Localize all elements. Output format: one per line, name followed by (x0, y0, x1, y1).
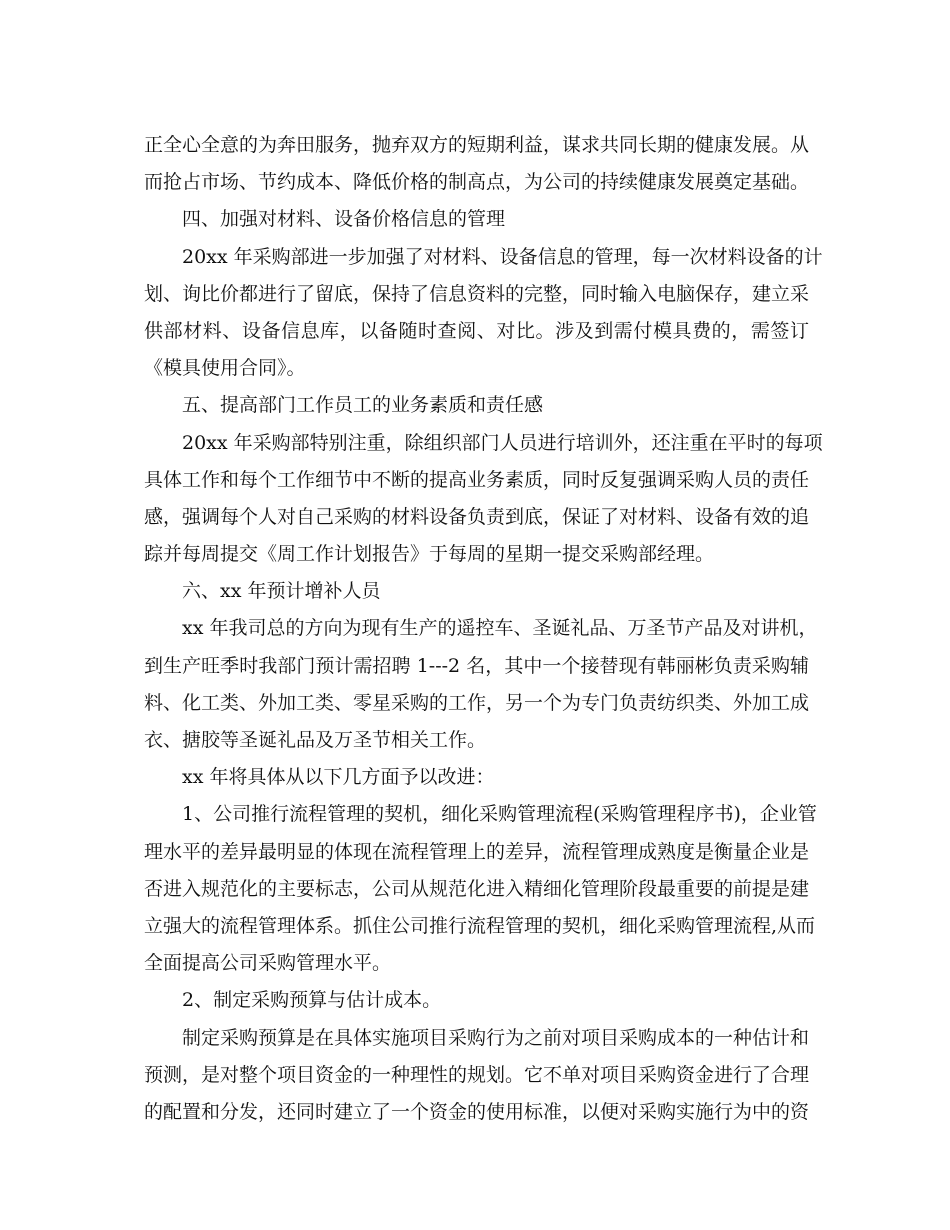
text-line: xx 年我司总的方向为现有生产的遥控车、圣诞礼品、万圣节产品及对讲机， (182, 617, 818, 640)
paragraph-item-1 (144, 796, 817, 982)
text-line: 预测，是对整个项目资金的一种理性的规划。它不单对项目采购资金进行了合理 (144, 1063, 810, 1086)
text-line: 否进入规范化的主要标志，公司从规范化进入精细化管理阶段最重要的前提是建 (144, 877, 810, 900)
section-heading-4 (144, 201, 809, 238)
text-line: 《模具使用合同》。 (144, 357, 306, 380)
paragraph-staff-quality (144, 425, 823, 574)
text-line: 而抢占市场、节约成本、降低价格的制高点，为公司的持续健康发展奠定基础。 (144, 171, 810, 194)
document-body (144, 127, 823, 1131)
text-line: 料、化工类、外加工类、零星采购的工作，另一个为专门负责纺织类、外加工成 (144, 691, 810, 714)
text-line: 20xx 年采购部进一步加强了对材料、设备信息的管理，每一次材料设备的计 (182, 245, 823, 268)
text-line: 供部材料、设备信息库，以备随时查阅、对比。涉及到需付模具费的，需签订 (144, 319, 809, 342)
paragraph-material-info (144, 239, 823, 388)
paragraph-continuation (144, 127, 809, 201)
section-heading-6 (144, 573, 809, 610)
heading-line: 五、提高部门工作员工的业务素质和责任感 (182, 394, 544, 417)
text-line: 理水平的差异最明显的体现在流程管理上的差异，流程管理成熟度是衡量企业是 (144, 840, 810, 863)
text-line: xx 年将具体从以下几方面予以改进： (182, 766, 495, 789)
text-line: 感，强调每个人对自己采购的材料设备负责到底，保证了对材料、设备有效的追 (144, 505, 810, 528)
text-line: 的配置和分发，还同时建立了一个资金的使用标准，以便对采购实施行为中的资 (144, 1100, 810, 1123)
paragraph-item-2-heading (144, 982, 809, 1019)
text-line: 划、询比价都进行了留底，保持了信息资料的完整，同时输入电脑保存，建立采 (144, 282, 810, 305)
text-line: 20xx 年采购部特别注重，除组织部门人员进行培训外，还注重在平时的每项 (182, 431, 823, 454)
heading-line: 四、加强对材料、设备价格信息的管理 (182, 208, 506, 231)
paragraph-improvement-intro (144, 759, 809, 796)
heading-line: 六、xx 年预计增补人员 (182, 580, 381, 603)
text-line: 正全心全意的为奔田服务，抛弃双方的短期利益，谋求共同长期的健康发展。从 (144, 134, 810, 156)
section-heading-5 (144, 387, 809, 424)
text-line: 2、制定采购预算与估计成本。 (182, 989, 442, 1012)
text-line: 具体工作和每个工作细节中不断的提高业务素质，同时反复强调采购人员的责任 (144, 468, 810, 491)
paragraph-budget (144, 1020, 809, 1132)
text-line: 踪并每周提交《周工作计划报告》于每周的星期一提交采购部经理。 (144, 543, 715, 566)
text-line: 制定采购预算是在具体实施项目采购行为之前对项目采购成本的一种估计和 (182, 1026, 810, 1049)
text-line: 立强大的流程管理体系。抓住公司推行流程管理的契机，细化采购管理流程,从而 (144, 914, 816, 937)
text-line: 衣、搪胶等圣诞礼品及万圣节相关工作。 (144, 729, 487, 751)
text-line: 到生产旺季时我部门预计需招聘 1---2 名，其中一个接替现有韩丽彬负责采购辅 (144, 654, 809, 677)
text-line: 1、公司推行流程管理的契机，细化采购管理流程(采购管理程序书)，企业管 (182, 803, 817, 826)
paragraph-staffing-plan (144, 610, 818, 759)
text-line: 全面提高公司采购管理水平。 (144, 952, 392, 975)
